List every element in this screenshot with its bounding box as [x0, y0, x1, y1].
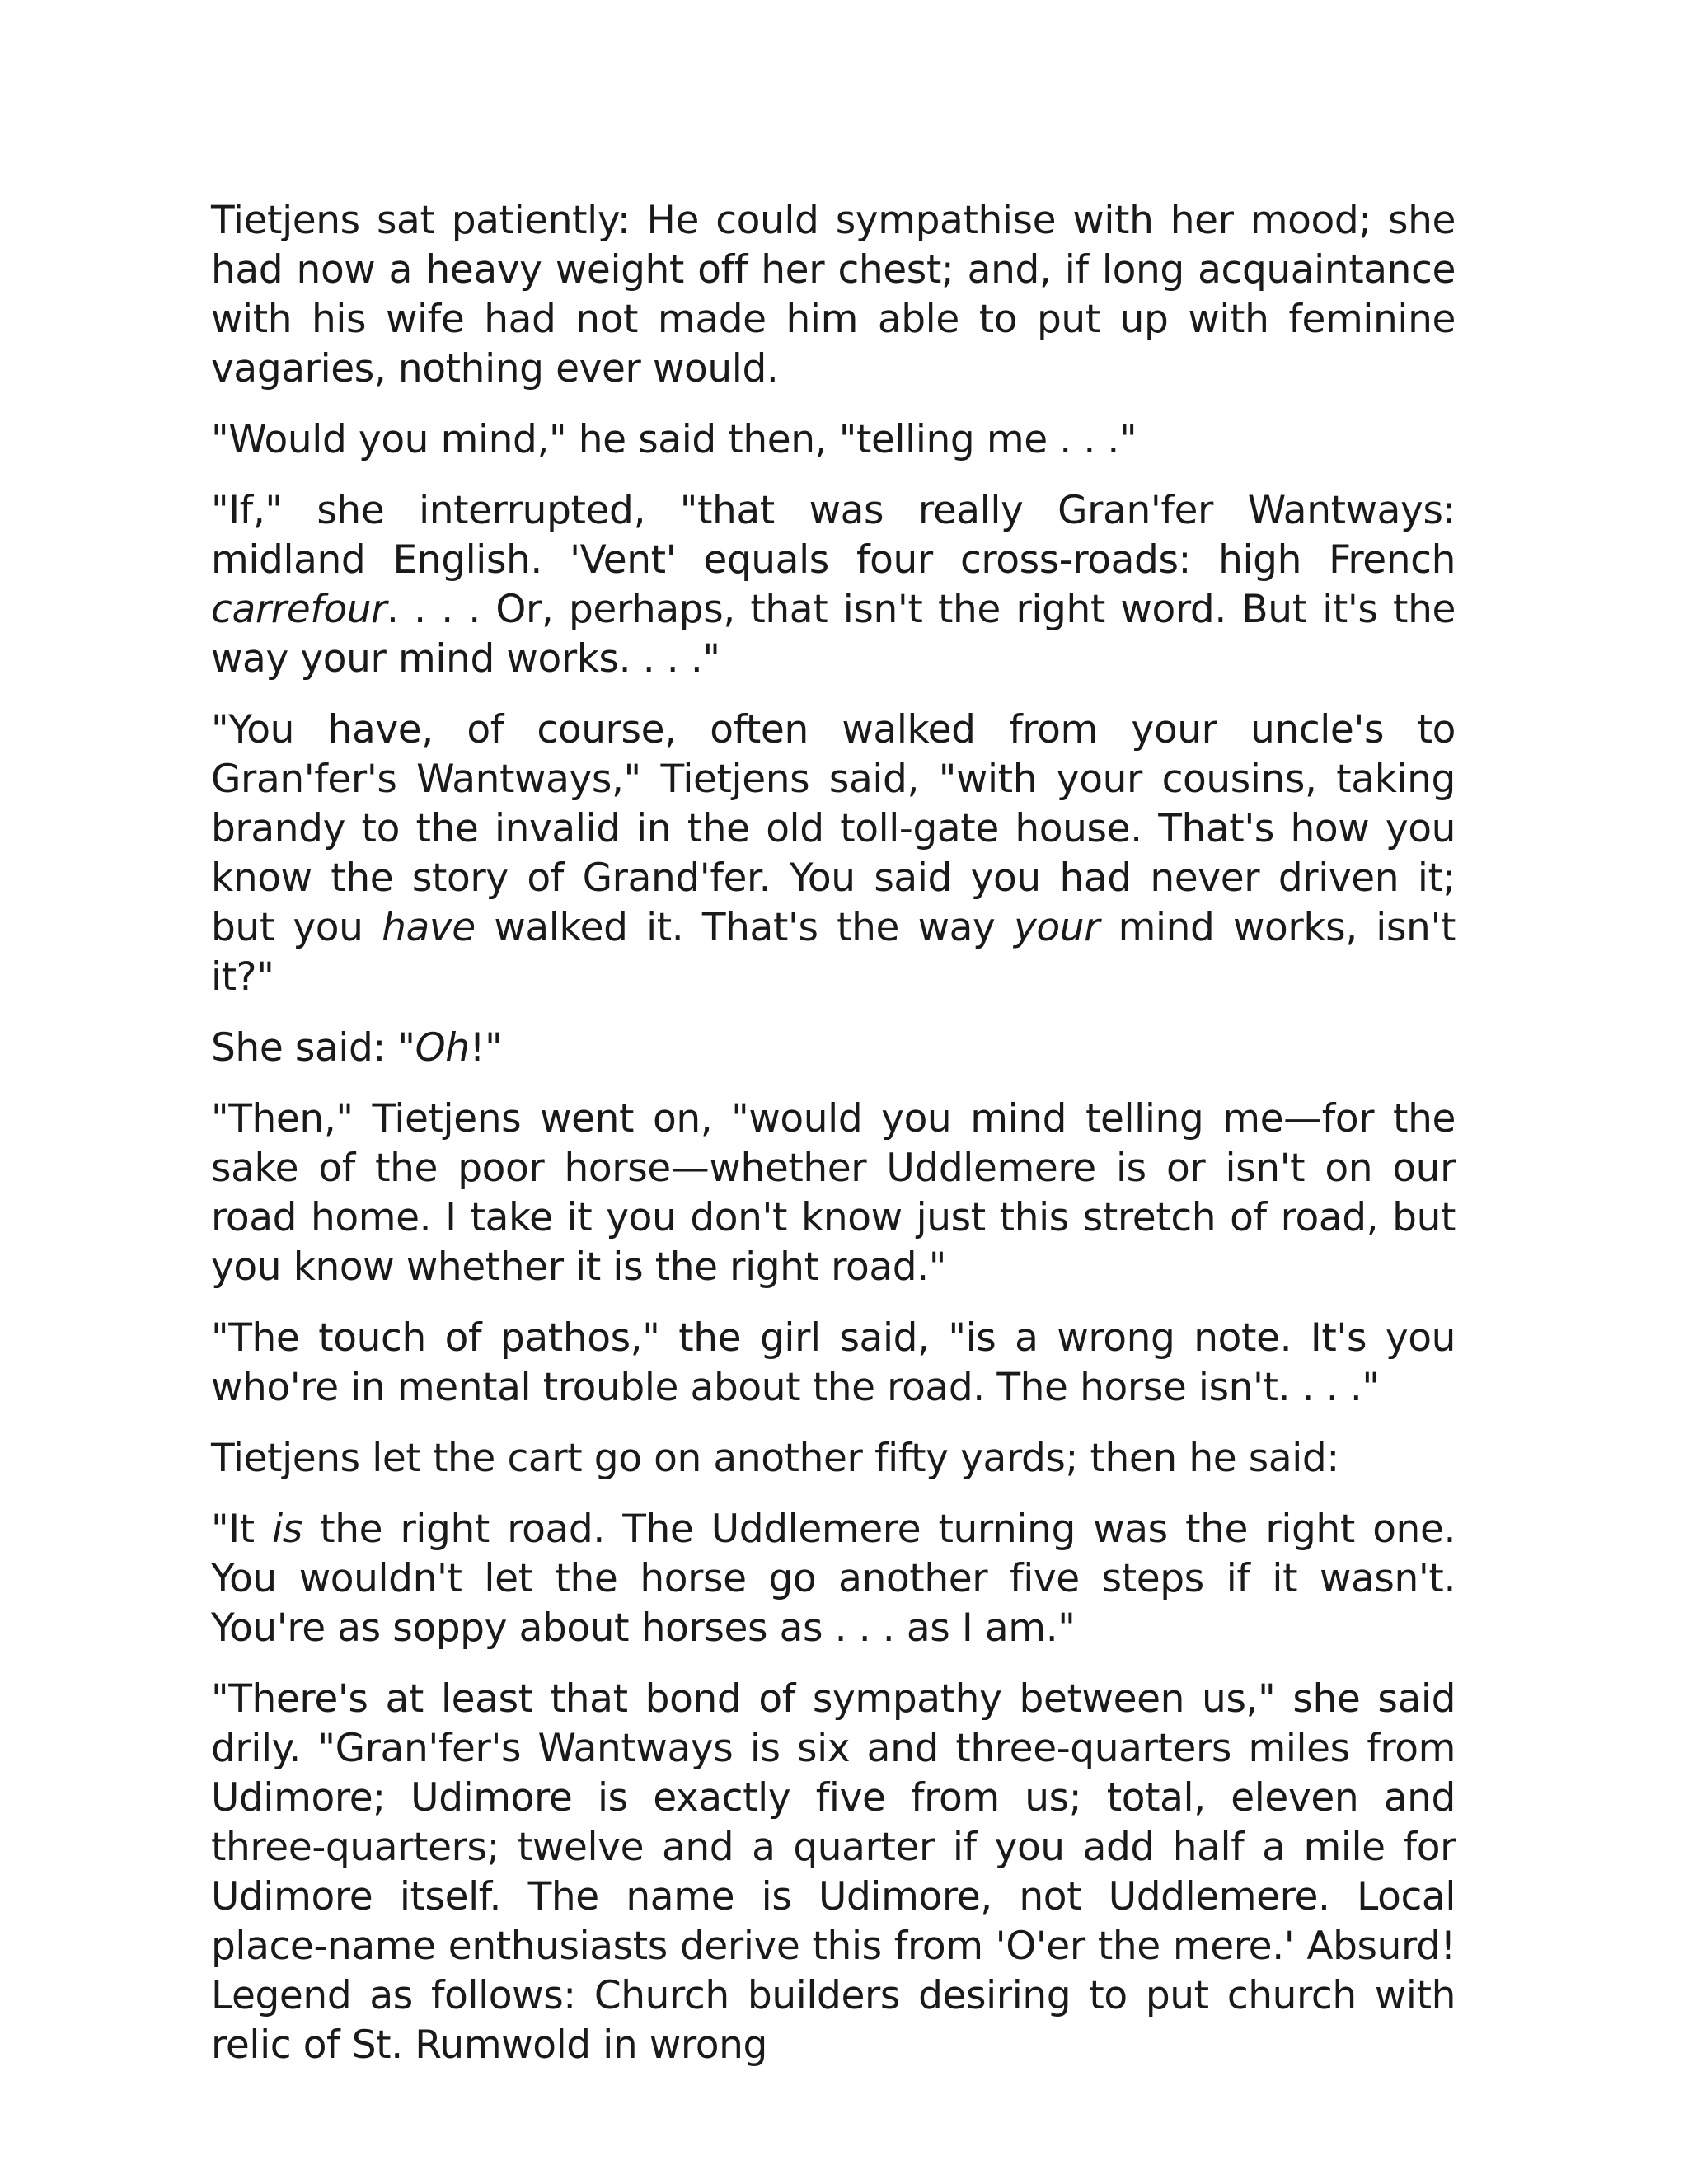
text-run: walked it. That's the way [475, 905, 1014, 950]
italic-text: carrefour [211, 587, 387, 632]
italic-text: have [382, 905, 476, 950]
paragraph [211, 415, 1456, 465]
text-run: "It [211, 1507, 273, 1552]
text-run: . . . . Or, perhaps, that isn't the right word. But it's the way your mind works. . . ." [211, 587, 1456, 682]
text-run: "There's at least that bond of sympathy between us," she said drily. "Gran'fer's Wantways is six and three-quarters miles from Udimore; Udimore is exactly five from us; total, eleven and three-quarters; twelve and a quarter if you add half a mile for Udimore itself. The name is Udimore, not Uddlemere. Local place-name enthusiasts derive this from 'O'er the mere.' Absurd! Legend as follows: Church builders desiring to put church with relic of St. Rumwold in wrong [211, 1676, 1456, 2068]
paragraph [211, 1314, 1456, 1413]
text-run: Tietjens sat patiently: He could sympathise with her mood; she had now a heavy weight off her chest; and, if long acquaintance with his wife had not made him able to put up with feminine vagaries, nothing ever would. [211, 198, 1456, 391]
text-run: "If," she interrupted, "that was really Gran'fer Wantways: midland English. 'Vent' equals four cross-roads: high French [211, 488, 1456, 583]
text-run: Tietjens let the cart go on another fifty yards; then he said: [211, 1436, 1339, 1481]
text-run: the right road. The Uddlemere turning was the right one. You wouldn't let the horse go another five steps if it wasn't. You're as soppy about horses as . . . as I am." [211, 1507, 1456, 1651]
italic-text: is [272, 1507, 302, 1552]
paragraph [211, 196, 1456, 394]
paragraph [211, 1505, 1456, 1653]
paragraph [211, 1094, 1456, 1292]
paragraph [211, 705, 1456, 1002]
paragraph [211, 1434, 1456, 1483]
page-text [211, 196, 1456, 2070]
text-run: mind works, isn't it?" [211, 905, 1456, 1000]
text-run: "The touch of pathos," the girl said, "is a wrong note. It's you who're in mental trouble about the road. The horse isn't. . . ." [211, 1315, 1456, 1410]
text-run: She said: " [211, 1025, 415, 1071]
paragraph [211, 1024, 1456, 1073]
text-run: "Would you mind," he said then, "telling me . . ." [211, 417, 1137, 462]
italic-text: Oh [415, 1025, 470, 1071]
text-run: "You have, of course, often walked from your uncle's to Gran'fer's Wantways," Tietjens said, "with your cousins, taking brandy to the invalid in the old toll-gate house. That's how you know the story of Grand'fer. You said you had never driven it; but you [211, 707, 1456, 950]
paragraph [211, 1675, 1456, 2070]
text-run: !" [469, 1025, 503, 1071]
italic-text: your [1013, 905, 1100, 950]
text-run: "Then," Tietjens went on, "would you mind telling me—for the sake of the poor horse—whether Uddlemere is or isn't on our road home. I take it you don't know just this stretch of road, but you know whether it is the right road." [211, 1096, 1456, 1290]
paragraph [211, 486, 1456, 684]
